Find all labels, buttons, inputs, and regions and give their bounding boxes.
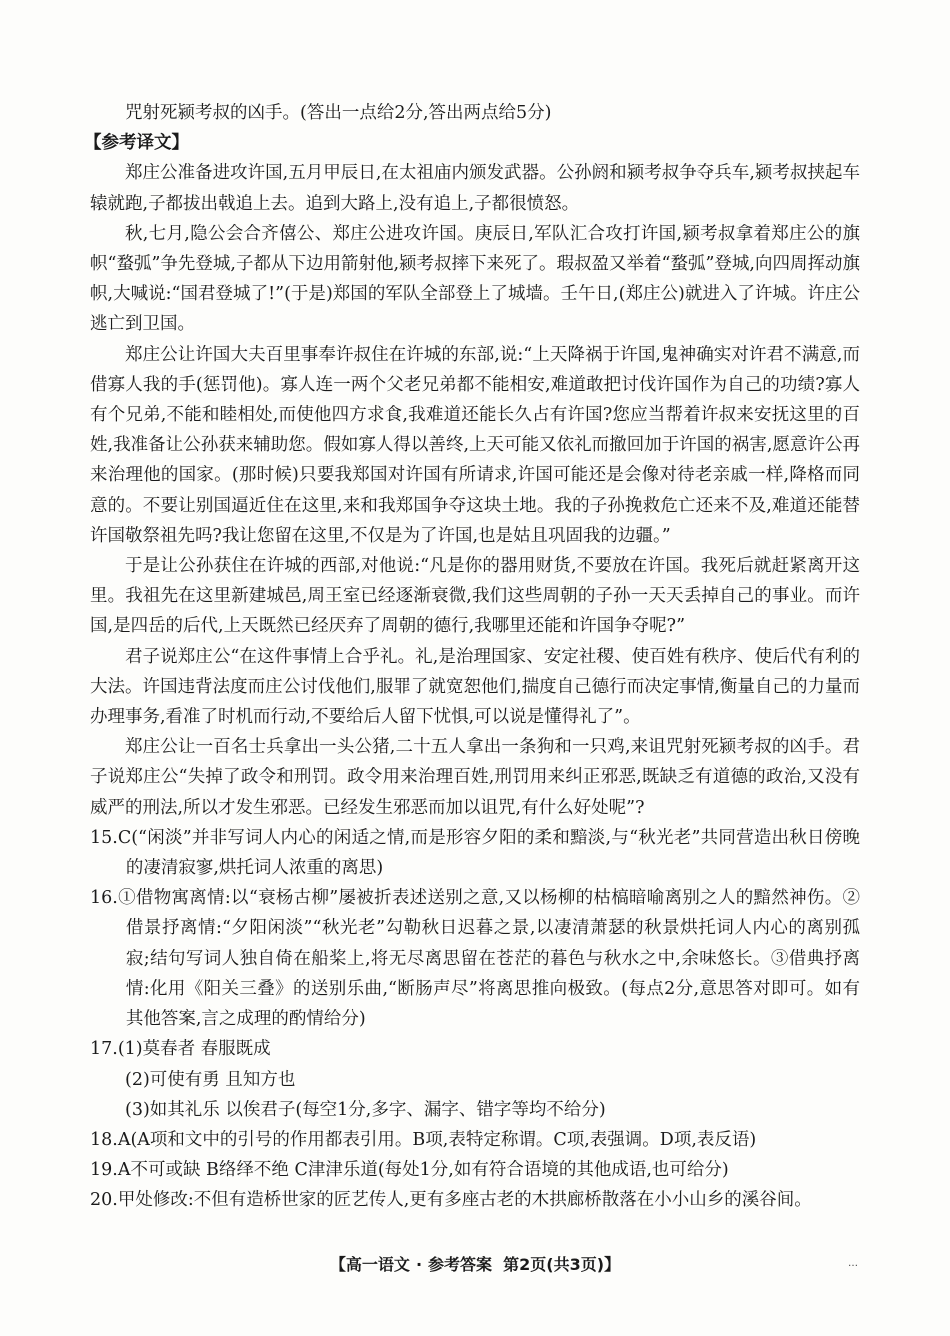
answer-17-2: (2)可使有勇 且知方也 [125, 1069, 296, 1090]
answer-20: 20.甲处修改:不但有造桥世家的匠艺传人,更有多座古老的木拱廊桥散落在小小山乡的溪谷间。 [90, 1190, 812, 1211]
translation-paragraph-6: 郑庄公让一百名士兵拿出一头公猪,二十五人拿出一条狗和一只鸡,来诅咒射死颍考叔的凶手。君子说郑庄公“失掉了政令和刑罚。政令用来治理百姓,刑罚用来纠正邪恶,既缺乏有道德的政治,又没有威严的刑法,所以才发生邪恶。已经发生邪恶而加以诅咒,有什么好处呢”? [90, 737, 860, 818]
answer-content [84, 98, 860, 1216]
answer-16: 16.①借物寓离情:以“衰杨古柳”屡被折表述送别之意,又以杨柳的枯槁暗喻离别之人的黯然神伤。②借景抒离情:“夕阳闲淡”“秋光老”勾勒秋日迟暮之景,以凄清萧瑟的秋景烘托词人内心的离别孤寂;结句写词人独自倚在船桨上,将无尽离思留在苍茫的暮色与秋水之中,余味悠长。③借典抒离情:化用《阳关三叠》的送别乐曲,“断肠声尽”将离思推向极致。(每点2分,意思答对即可。如有其他答案,言之成理的酌情给分) [90, 888, 860, 1030]
translation-paragraph-4: 于是让公孙获住在许城的西部,对他说:“凡是你的器用财货,不要放在许国。我死后就赶紧离开这里。我祖先在这里新建城邑,周王室已经逐渐衰微,我们这些周朝的子孙一天天丢掉自己的事业。而许国,是四岳的后代,上天既然已经厌弃了周朝的德行,我哪里还能和许国争夺呢?” [90, 556, 860, 637]
answer-18: 18.A(A项和文中的引号的作用都表引用。B项,表特定称谓。C项,表强调。D项,表反语) [90, 1129, 757, 1150]
continued-line: 咒射死颍考叔的凶手。(答出一点给2分,答出两点给5分) [125, 103, 552, 123]
corner-mark: … [848, 1258, 858, 1269]
footer-subject: 【高一语文 [329, 1255, 410, 1274]
footer-page-number: 第2页(共3页)】 [503, 1255, 621, 1274]
translation-paragraph-3: 郑庄公让许国大夫百里事奉许叔住在许城的东部,说:“上天降祸于许国,鬼神确实对许君不满意,而借寡人我的手(惩罚他)。寡人连一两个父老兄弟都不能相安,难道敢把讨伐许国作为自己的功绩?寡人有个兄弟,不能和睦相处,而使他四方求食,我难道还能长久占有许国?您应当帮着许叔来安抚这里的百姓,我准备让公孙获来辅助您。假如寡人得以善终,上天可能又依礼而撤回加于许国的祸害,愿意许公再来治理他的国家。(那时候)只要我郑国对许国有所请求,许国可能还是会像对待老亲戚一样,降格而同意的。不要让别国逼近住在这里,来和我郑国争夺这块土地。我的子孙挽救危亡还来不及,难道还能替许国敬祭祖先吗?我让您留在这里,不仅是为了许国,也是姑且巩固我的边疆。” [90, 344, 860, 546]
answer-15: 15.C(“闲淡”并非写词人内心的闲适之情,而是形容夕阳的柔和黯淡,与“秋光老”共同营造出秋日傍晚的凄清寂寥,烘托词人浓重的离思) [90, 827, 860, 879]
footer-dot: · [415, 1255, 423, 1274]
translation-paragraph-2: 秋,七月,隐公会合齐僖公、郑庄公进攻许国。庚辰日,军队汇合攻打许国,颍考叔拿着郑庄公的旗帜“蝥弧”争先登城,子都从下边用箭射他,颍考叔摔下来死了。瑕叔盈又举着“蝥弧”登城,向四周挥动旗帜,大喊说:“国君登城了!”(于是)郑国的军队全部登上了城墙。壬午日,(郑庄公)就进入了许城。许庄公逃亡到卫国。 [90, 223, 860, 335]
footer-title: 参考答案 [428, 1255, 493, 1274]
page-footer [0, 1252, 950, 1275]
answer-17-3: (3)如其礼乐 以俟君子(每空1分,多字、漏字、错字等均不给分) [125, 1099, 606, 1120]
translation-paragraph-1: 郑庄公准备进攻许国,五月甲辰日,在太祖庙内颁发武器。公孙阏和颍考叔争夺兵车,颍考叔挟起车辕就跑,子都拔出戟追上去。追到大路上,没有追上,子都很愤怒。 [90, 163, 860, 214]
answer-19: 19.A不可或缺 B络绎不绝 C津津乐道(每处1分,如有符合语境的其他成语,也可给分) [90, 1160, 729, 1181]
answer-17-1: 17.(1)莫春者 春服既成 [90, 1039, 271, 1060]
translation-paragraph-5: 君子说郑庄公“在这件事情上合乎礼。礼,是治理国家、安定社稷、使百姓有秩序、使后代有利的大法。许国违背法度而庄公讨伐他们,服罪了就宽恕他们,揣度自己德行而决定事情,衡量自己的力量而办理事务,看准了时机而行动,不要给后人留下忧惧,可以说是懂得礼了”。 [90, 646, 860, 728]
section-heading: 【参考译文】 [84, 133, 189, 154]
